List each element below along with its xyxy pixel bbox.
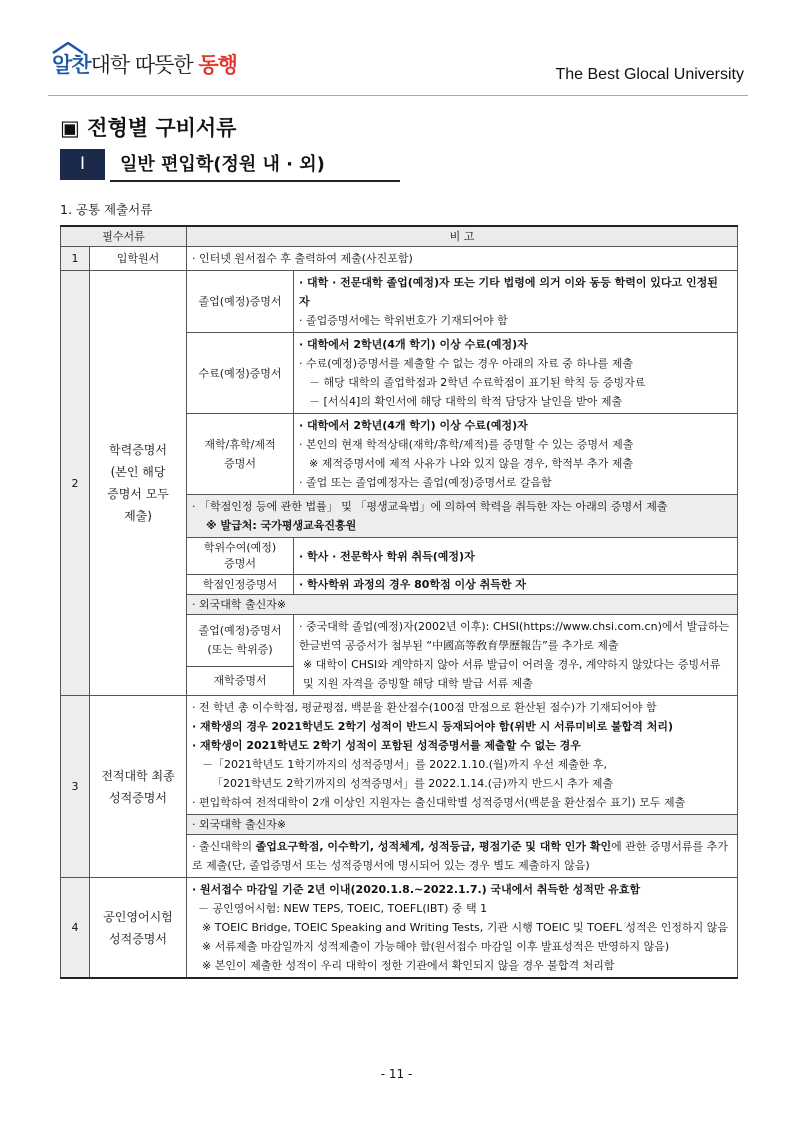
sub-doc-note: · 학사학위 과정의 경우 80학점 이상 취득한 자: [294, 575, 738, 595]
sub-doc-note: · 학사 · 전문학사 학위 취득(예정)자: [294, 538, 738, 575]
section-number: Ⅰ: [60, 149, 105, 180]
sub-section-note: · 외국대학 출신자※: [187, 595, 738, 615]
subheading: 1. 공통 제출서류: [60, 202, 153, 217]
section-bar: [60, 149, 344, 182]
sub-doc-label: 재학증명서: [187, 666, 294, 695]
sub-doc-note: · 대학 · 전문대학 졸업(예정)자 또는 기타 법령에 의거 이와 동등 학력이 있다고 인정된 자 · 졸업증명서에는 학위번호가 기재되어야 함: [294, 271, 738, 333]
sub-section-note: · 「학점인정 등에 관한 법률」 및 「평생교육법」에 의하여 학력을 취득한 자는 아래의 증명서 제출 ※ 발급처: 국가평생교육진흥원: [187, 495, 738, 538]
section-title: ▣ 전형별 구비서류: [60, 116, 237, 140]
sub-doc-label: 학위수여(예정) 증명서: [187, 538, 294, 575]
row-number: 3: [61, 696, 90, 878]
header-required-docs: 필수서류: [61, 226, 187, 247]
sub-doc-label: 졸업(예정)증명서: [187, 271, 294, 333]
sub-doc-note: · 중국대학 졸업(예정)자(2002년 이후): CHSI(https://www.chsi.com.cn)에서 발급하는 한글번역 공증서가 첨부된 “中國高等敎育學歷報告”를 추가로 제출 ※ 대학이 CHSI와 계약하지 않아 서류 발급이 어려울 경우, 계약하지 않았다는 증빙서류 및 지원 자격을 증빙할 해당 대학 발급 서류 제출: [294, 615, 738, 696]
doc-name: 입학원서: [90, 247, 187, 271]
row-number: 2: [61, 271, 90, 696]
university-logo: 알찬대학 따뜻한 동행: [52, 53, 237, 77]
slogan: The Best Glocal University: [555, 66, 744, 83]
doc-note: · 전 학년 총 이수학점, 평균평점, 백분율 환산점수(100점 만점으로 환산된 점수)가 기재되어야 함 · 재학생의 경우 2021학년도 2학기 성적이 반드시 등재되어야 함(위반 시 서류미비로 불합격 처리) · 재학생이 2021학년도 2학기 성적이 포함된 성적증명서를 제출할 수 없는 경우 －「2021학년도 1학기까지의 성적증명서」를 2022.1.10.(월)까지 우선 제출한 후, 「2021학년도 2학기까지의 성적증명서」를 2022.1.14.(금)까지 반드시 추가 제출 · 편입학하여 전적대학이 2개 이상인 지원자는 출신대학별 성적증명서(백분율 환산점수 표기) 모두 제출: [187, 696, 738, 815]
section-bar-title: 일반 편입학(정원 내 · 외): [120, 154, 325, 175]
sub-doc-label: 졸업(예정)증명서 (또는 학위증): [187, 615, 294, 667]
sub-doc-note: · 대학에서 2학년(4개 학기) 이상 수료(예정)자 · 본인의 현재 학적상태(재학/휴학/제적)를 증명할 수 있는 증명서 제출 ※ 제적증명서에 제적 사유가 나와 있지 않을 경우, 학적부 추가 제출 · 졸업 또는 졸업예정자는 졸업(예정)증명서로 갈음함: [294, 414, 738, 495]
header-divider: [48, 95, 748, 96]
row-number: 1: [61, 247, 90, 271]
sub-doc-label: 학점인정증명서: [187, 575, 294, 595]
sub-doc-label: 재학/휴학/제적 증명서: [187, 414, 294, 495]
header-remarks: 비 고: [187, 226, 738, 247]
sub-section-note: · 외국대학 출신자※: [187, 815, 738, 835]
page-number: - 11 -: [380, 1067, 413, 1081]
doc-note: · 인터넷 원서접수 후 출력하여 제출(사진포함): [187, 247, 738, 271]
page-header: [48, 46, 748, 92]
doc-note: · 원서접수 마감일 기준 2년 이내(2020.1.8.~2022.1.7.) 국내에서 취득한 성적만 유효함 － 공인영어시험: NEW TEPS, TOEIC, TOEFL(IBT) 중 택 1 ※ TOEIC Bridge, TOEIC Speaking and Writing Tests, 기관 시행 TOEIC 및 TOEFL 성적은 인정하지 않음 ※ 서류제출 마감일까지 성적제출이 가능해야 함(원서접수 마감일 이후 발표성적은 반영하지 않음) ※ 본인이 제출한 성적이 우리 대학이 정한 기관에서 확인되지 않을 경우 불합격 처리함: [187, 878, 738, 979]
doc-name: 전적대학 최종 성적증명서: [90, 696, 187, 878]
doc-name: 공인영어시험 성적증명서: [90, 878, 187, 979]
doc-note: · 출신대학의 졸업요구학점, 이수학기, 성적체계, 성적등급, 평점기준 및 대학 인가 확인에 관한 증명서류를 추가로 제출(단, 졸업증명서 또는 성적증명서에 명시되어 있는 경우 별도 제출하지 않음): [187, 835, 738, 878]
documents-table: [60, 225, 738, 979]
row-number: 4: [61, 878, 90, 979]
doc-name: 학력증명서 (본인 해당 증명서 모두 제출): [90, 271, 187, 696]
section-underline: [110, 180, 400, 182]
sub-doc-note: · 대학에서 2학년(4개 학기) 이상 수료(예정)자 · 수료(예정)증명서를 제출할 수 없는 경우 아래의 자료 중 하나를 제출 － 해당 대학의 졸업학점과 2학년 수료학점이 표기된 학칙 등 증빙자료 － [서식4]의 확인서에 해당 대학의 학적 담당자 날인을 받아 제출: [294, 333, 738, 414]
sub-doc-label: 수료(예정)증명서: [187, 333, 294, 414]
